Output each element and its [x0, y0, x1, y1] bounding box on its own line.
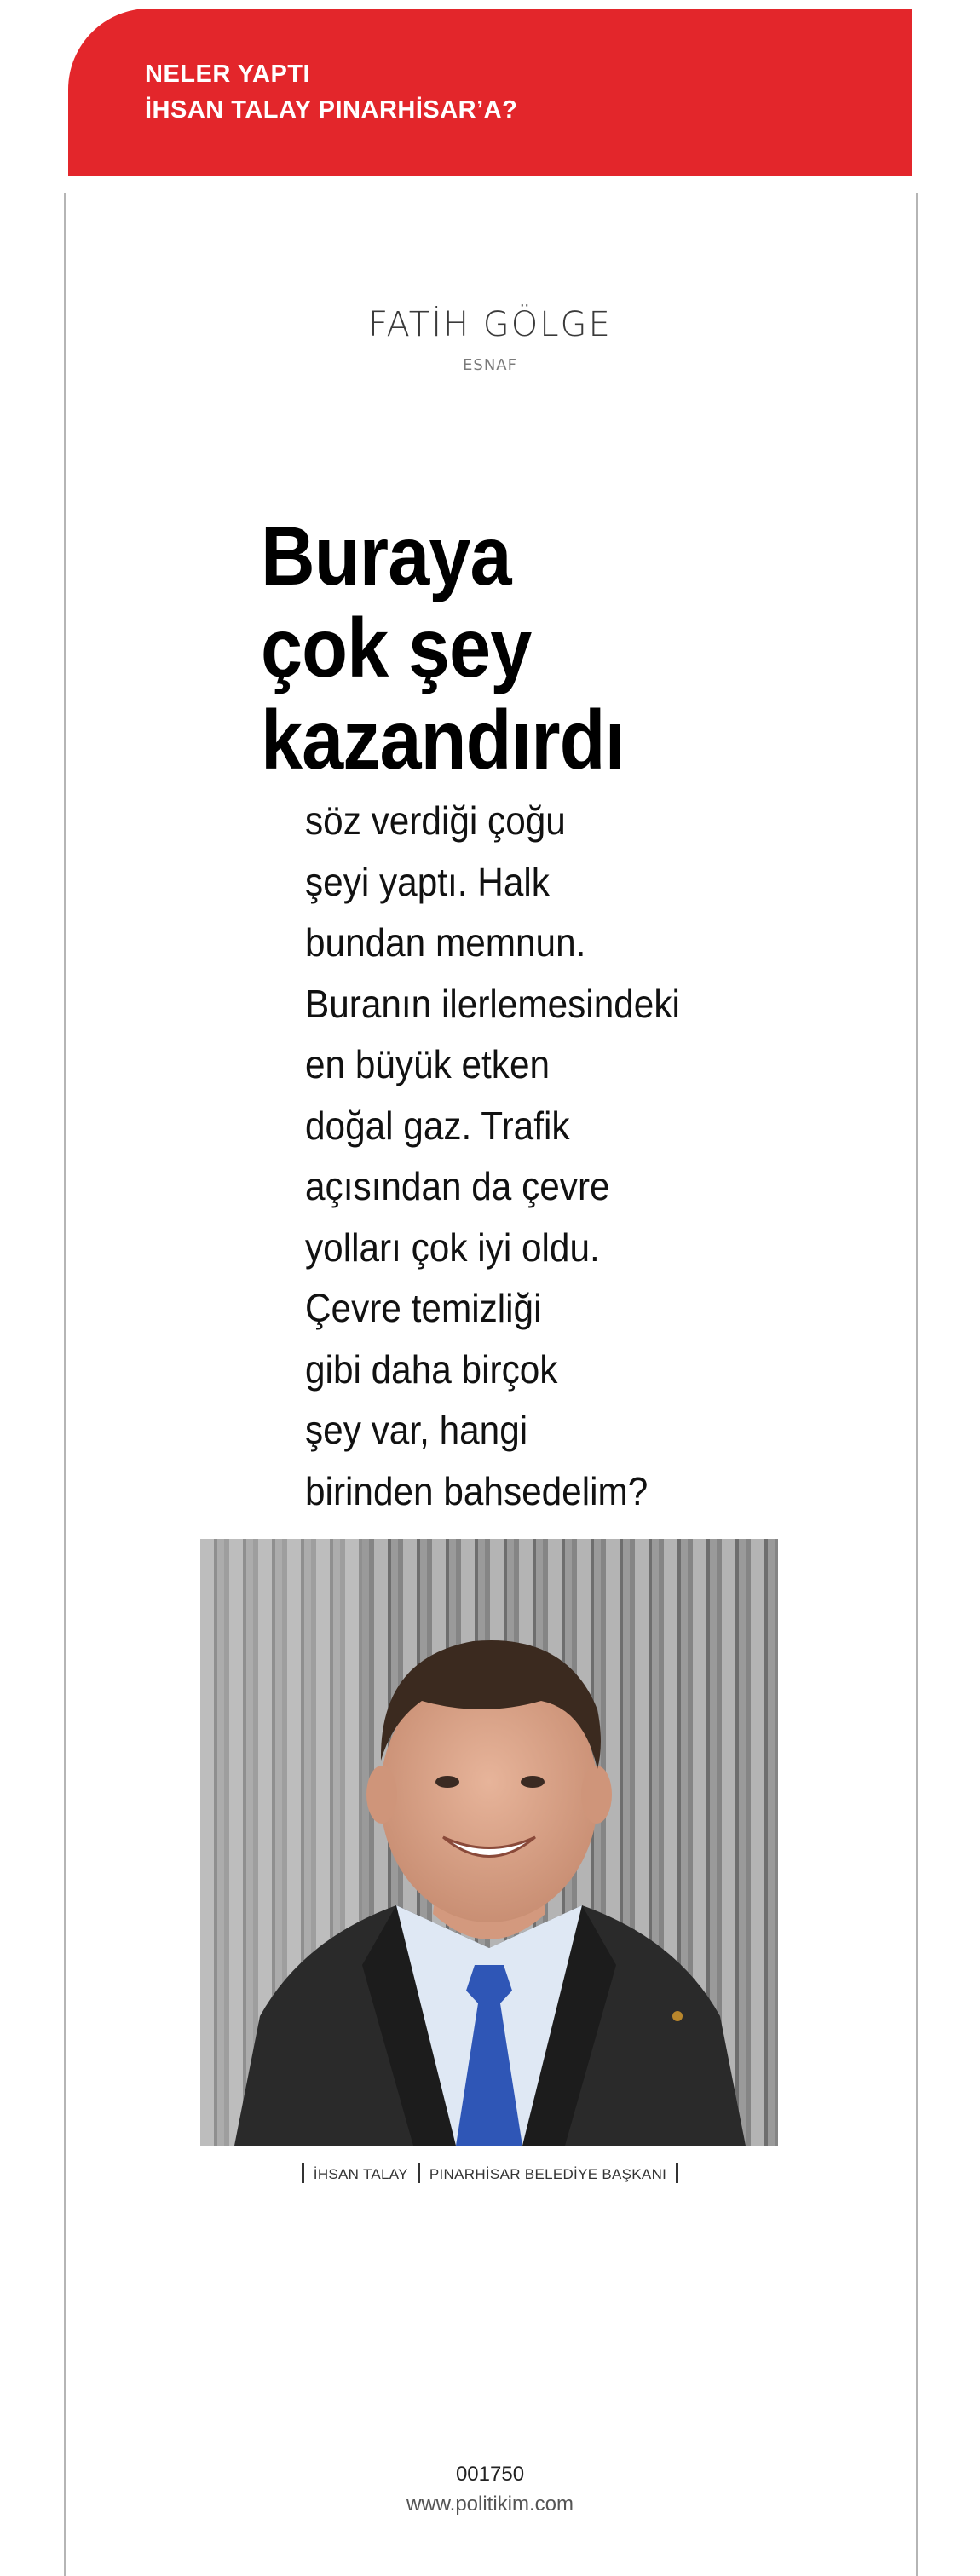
- interviewee-name: FATİH GÖLGE: [368, 305, 612, 344]
- header-title-line-2: İHSAN TALAY PINARHİSAR’A?: [145, 96, 518, 124]
- caption-divider: [676, 2163, 678, 2183]
- headline-line: çok şey: [261, 601, 532, 694]
- headline-line: kazandırdı: [261, 693, 625, 787]
- body-line: açısından da çevre: [305, 1164, 610, 1208]
- header-title-line-1: NELER YAPTI: [145, 61, 311, 88]
- body-line: Çevre temizliği: [305, 1286, 542, 1330]
- body-line: gibi daha birçok: [305, 1346, 558, 1392]
- caption-title: PINARHİSAR BELEDİYE BAŞKANI: [429, 2166, 667, 2182]
- left-frame-divider: [64, 193, 66, 2576]
- body-line: yolları çok iyi oldu.: [305, 1225, 600, 1270]
- photo-caption: [0, 2164, 980, 2185]
- portrait-illustration: [200, 1539, 778, 2146]
- caption-divider: [418, 2163, 420, 2183]
- right-frame-divider: [916, 193, 918, 2576]
- body-line: bundan memnun.: [305, 920, 586, 965]
- caption-name: İHSAN TALAY: [313, 2166, 408, 2182]
- interviewee-role: ESNAF: [463, 356, 517, 374]
- body-line: şeyi yaptı. Halk: [305, 859, 550, 904]
- body-line: doğal gaz. Trafik: [305, 1103, 570, 1148]
- footer-code: 001750: [455, 2463, 525, 2486]
- portrait-photo: [200, 1539, 778, 2146]
- header-banner: [68, 9, 912, 176]
- body-line: birinden bahsedelim?: [305, 1468, 649, 1513]
- body-line: söz verdiği çoğu: [305, 798, 566, 843]
- body-line: en büyük etken: [305, 1042, 551, 1086]
- quote-headline: [261, 510, 625, 786]
- headline-line: Buraya: [261, 509, 511, 602]
- body-line: şey var, hangi: [305, 1408, 528, 1452]
- quote-body: [305, 791, 680, 1522]
- caption-divider: [302, 2163, 304, 2183]
- footer-website-link[interactable]: www.politikim.com: [406, 2492, 574, 2515]
- body-line: Buranın ilerlemesindeki: [305, 981, 680, 1026]
